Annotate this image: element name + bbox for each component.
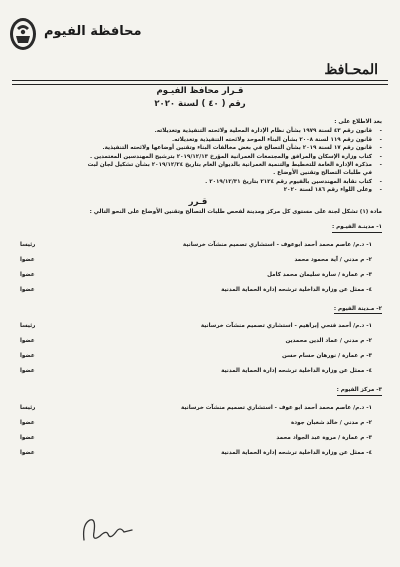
committee-section — [14, 219, 382, 300]
member-row — [14, 256, 382, 271]
consideration-item: - قانون رقم ٤٣ لسنة ١٩٧٩ بشأن نظام الإدارة المحلية ولائحته التنفيذية وتعديلاته. — [14, 127, 382, 135]
member-row — [14, 404, 382, 419]
member-role: عضوا — [20, 419, 35, 426]
member-row — [14, 367, 382, 382]
member-role: عضوا — [20, 286, 35, 293]
section-title: ١- مدينـة الفيـوم : — [332, 223, 382, 232]
section-title: ٣- مركز الفيوم : — [337, 386, 382, 395]
consideration-item: - مذكرة الإدارة العامة للتخطيط والتنمية العمرانية بالديوان العام بتاريخ ٢٠١٩/١٢/٢٤ بشأن تشكيل لجان لبت — [14, 161, 382, 169]
considerations-list — [14, 127, 382, 194]
member-role: عضوا — [20, 271, 35, 278]
consideration-item: - قانون رقم ١٧ لسنة ٢٠١٩ بشأن التصالح في بعض مخالفات البناء وتقنين أوضاعها ولائحته التنفيذية. — [14, 144, 382, 152]
member-role: رئيسا — [20, 241, 36, 248]
signature-icon — [78, 510, 138, 546]
member-name: ٤- ممثل عن وزارة الداخلية ترشحه إدارة الحماية المدنية — [221, 368, 372, 375]
governorate-emblem-icon — [8, 16, 38, 52]
member-row — [14, 322, 382, 337]
member-name: ١- د.م/ عاصم محمد أحمد ابوعوف - استشاري تصميم منشآت خرسانية — [182, 241, 372, 248]
consideration-item: - قانون رقم ١١٩ لسنة ٢٠٠٨ بشأن البناء الموحد ولائحته التنفيذية وتعديلاته. — [14, 136, 382, 144]
member-role: رئيسا — [20, 323, 36, 330]
header-divider — [12, 80, 388, 85]
member-role: عضوا — [20, 353, 35, 360]
governorate-name: محافظة الفيوم — [44, 24, 142, 39]
consideration-item: - كتاب نقابة المهندسين بالفيوم رقم ٢١٢٤ بتاريخ ٢٠١٩/١٢/٣١ . — [14, 178, 382, 186]
member-row — [14, 271, 382, 286]
governor-title: المحـافظ — [324, 62, 378, 78]
member-name: ٢- م مدني / آية محمود محمد — [294, 256, 372, 263]
decision-title: قـرار محافظ الفيـوم — [156, 86, 244, 96]
decree-heading: قـرر — [188, 196, 208, 207]
member-role: عضوا — [20, 449, 35, 456]
section-title: ٢- مـدينة الفيوم : — [334, 305, 382, 314]
member-row — [14, 241, 382, 256]
consideration-item: - وعلى اللواء رقم ١٨٦ لسنة ٢٠٢٠ — [14, 186, 382, 194]
member-role: رئيسا — [20, 404, 36, 411]
decree-body — [14, 118, 382, 464]
decision-number: رقم ( ٤٠ ) لسنة ٢٠٢٠ — [154, 99, 246, 109]
article-1: مادة (١) تشكل لجنة على مستوى كل مركز ومدينة لفحص طلبات التصالح وتقنين الأوضاع على النحو التالي : — [89, 209, 382, 216]
member-name: ٣- م عمارة / نورهان حسام حسن — [281, 353, 372, 360]
member-role: عضوا — [20, 338, 35, 345]
consideration-continuation: في طلبات التصالح وتقنين الأوضاع . — [273, 170, 372, 177]
committee-section — [14, 382, 382, 463]
member-name: ٣- م عمارة / سارة سليمان محمد كامل — [267, 271, 372, 278]
member-name: ٢- م مدني / خالد شعبان جودة — [290, 419, 372, 426]
member-name: ٢- م مدني / عماد الدين محمدين — [285, 338, 372, 345]
member-name: ١- د.م/ عاصم محمد أحمد ابو عوف - استشاري تصميم منشآت خرسانية — [180, 404, 372, 411]
committee-section — [14, 301, 382, 382]
member-row — [14, 449, 382, 464]
member-name: ٤- ممثل عن وزارة الداخلية ترشحه إدارة الحماية المدنية — [221, 449, 372, 456]
member-role: عضوا — [20, 256, 35, 263]
letterhead — [0, 10, 400, 56]
member-role: عضوا — [20, 434, 35, 441]
member-row — [14, 434, 382, 449]
member-name: ٣- م عمارة / مروة عبد الجواد محمد — [276, 434, 372, 441]
member-row — [14, 337, 382, 352]
member-row — [14, 419, 382, 434]
after-review-label: بعد الاطلاع على : — [334, 119, 382, 125]
member-role: عضوا — [20, 368, 35, 375]
consideration-item: - كتاب وزارة الإسكان والمرافق والمجتمعات العمرانية المؤرخ ٢٠١٩/١٢/١٣ بترشيح المهندسين المعتمدين . — [14, 153, 382, 161]
member-name: ٤- ممثل عن وزارة الداخلية ترشحه إدارة الحماية المدنية — [221, 286, 372, 293]
member-name: ١- د.م/ أحمد فتحي إبراهيم - استشاري تصميم منشآت خرسانية — [200, 323, 372, 330]
member-row — [14, 352, 382, 367]
member-row — [14, 286, 382, 301]
